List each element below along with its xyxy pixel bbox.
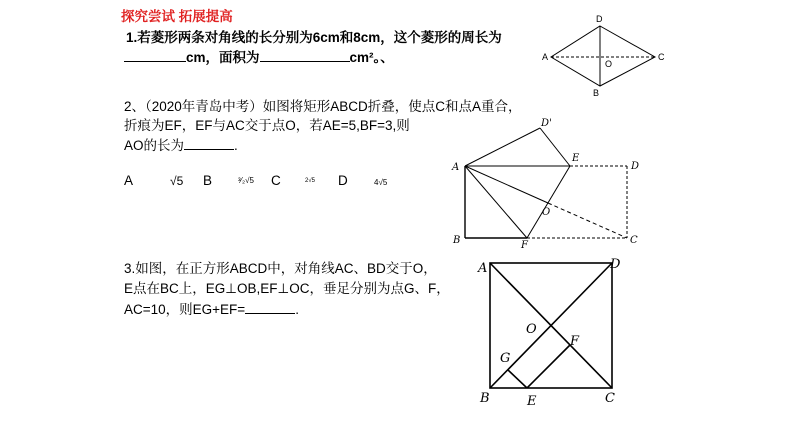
rect-label-o: O — [542, 207, 551, 218]
q2-line3-text: AO的长为 — [124, 138, 185, 153]
square-label-b: B — [480, 391, 490, 406]
q3-line1: 3.如图，在正方形ABCD中，对角线AC、BD交于O， — [124, 261, 437, 276]
square-label-e: E — [527, 394, 537, 409]
q2-option-d-value: 4√5 — [374, 178, 388, 187]
square-label-a: A — [478, 261, 488, 276]
q2-option-c-value: 2√5 — [305, 178, 315, 184]
rect-label-d: D — [631, 161, 640, 172]
q3-line3-text: AC=10，则EG+EF= — [124, 302, 246, 317]
q3-line3-end: . — [295, 302, 299, 317]
rect-label-c: C — [630, 235, 638, 246]
rect-label-b: B — [453, 235, 461, 246]
q1-unit-cm2: cm²。、 — [349, 50, 394, 65]
q2-option-c-letter: C — [271, 173, 281, 188]
q2-line2: 折痕为EF，EF与AC交于点O，若AE=5,BF=3,则 — [124, 118, 410, 133]
q1-unit-cm: cm，面积为 — [186, 50, 260, 65]
q2-option-d-letter: D — [338, 173, 348, 188]
rhombus-label-d: D — [596, 14, 603, 24]
q2-option-a-value: √5 — [170, 174, 184, 188]
square-label-f: F — [570, 334, 580, 349]
q2-line1: 2、（2020年青岛中考）如图将矩形ABCD折叠，使点C和点A重合， — [124, 99, 522, 114]
segment-eg — [508, 370, 527, 388]
q2-option-a-letter: A — [124, 173, 134, 188]
q1-line1: 1.若菱形两条对角线的长分别为6cm和8cm，这个菱形的周长为 — [126, 30, 502, 45]
q2-option-b-value: ³⁄₂√5 — [238, 176, 254, 185]
rect-label-f: F — [521, 240, 528, 251]
section-title: 探究尝试 拓展提高 — [121, 9, 233, 24]
q2-line3-end: . — [234, 138, 238, 153]
rect-label-d-prime: D' — [541, 118, 552, 129]
square-label-g: G — [500, 351, 511, 366]
rhombus-label-o: O — [605, 59, 613, 69]
segment-ef — [527, 345, 570, 388]
rect-label-e: E — [572, 153, 580, 164]
square-label-o: O — [526, 322, 537, 337]
square-label-c: C — [605, 391, 615, 406]
square-label-d: D — [610, 257, 621, 272]
rhombus-label-a: A — [542, 52, 549, 62]
rhombus-label-b: B — [593, 88, 600, 98]
q3-line2: E点在BC上，EG⊥OB,EF⊥OC，垂足分别为点G、F， — [124, 281, 450, 296]
rect-label-a: A — [452, 162, 460, 173]
rhombus-label-c: C — [658, 52, 665, 62]
q2-option-b-letter: B — [203, 173, 213, 188]
